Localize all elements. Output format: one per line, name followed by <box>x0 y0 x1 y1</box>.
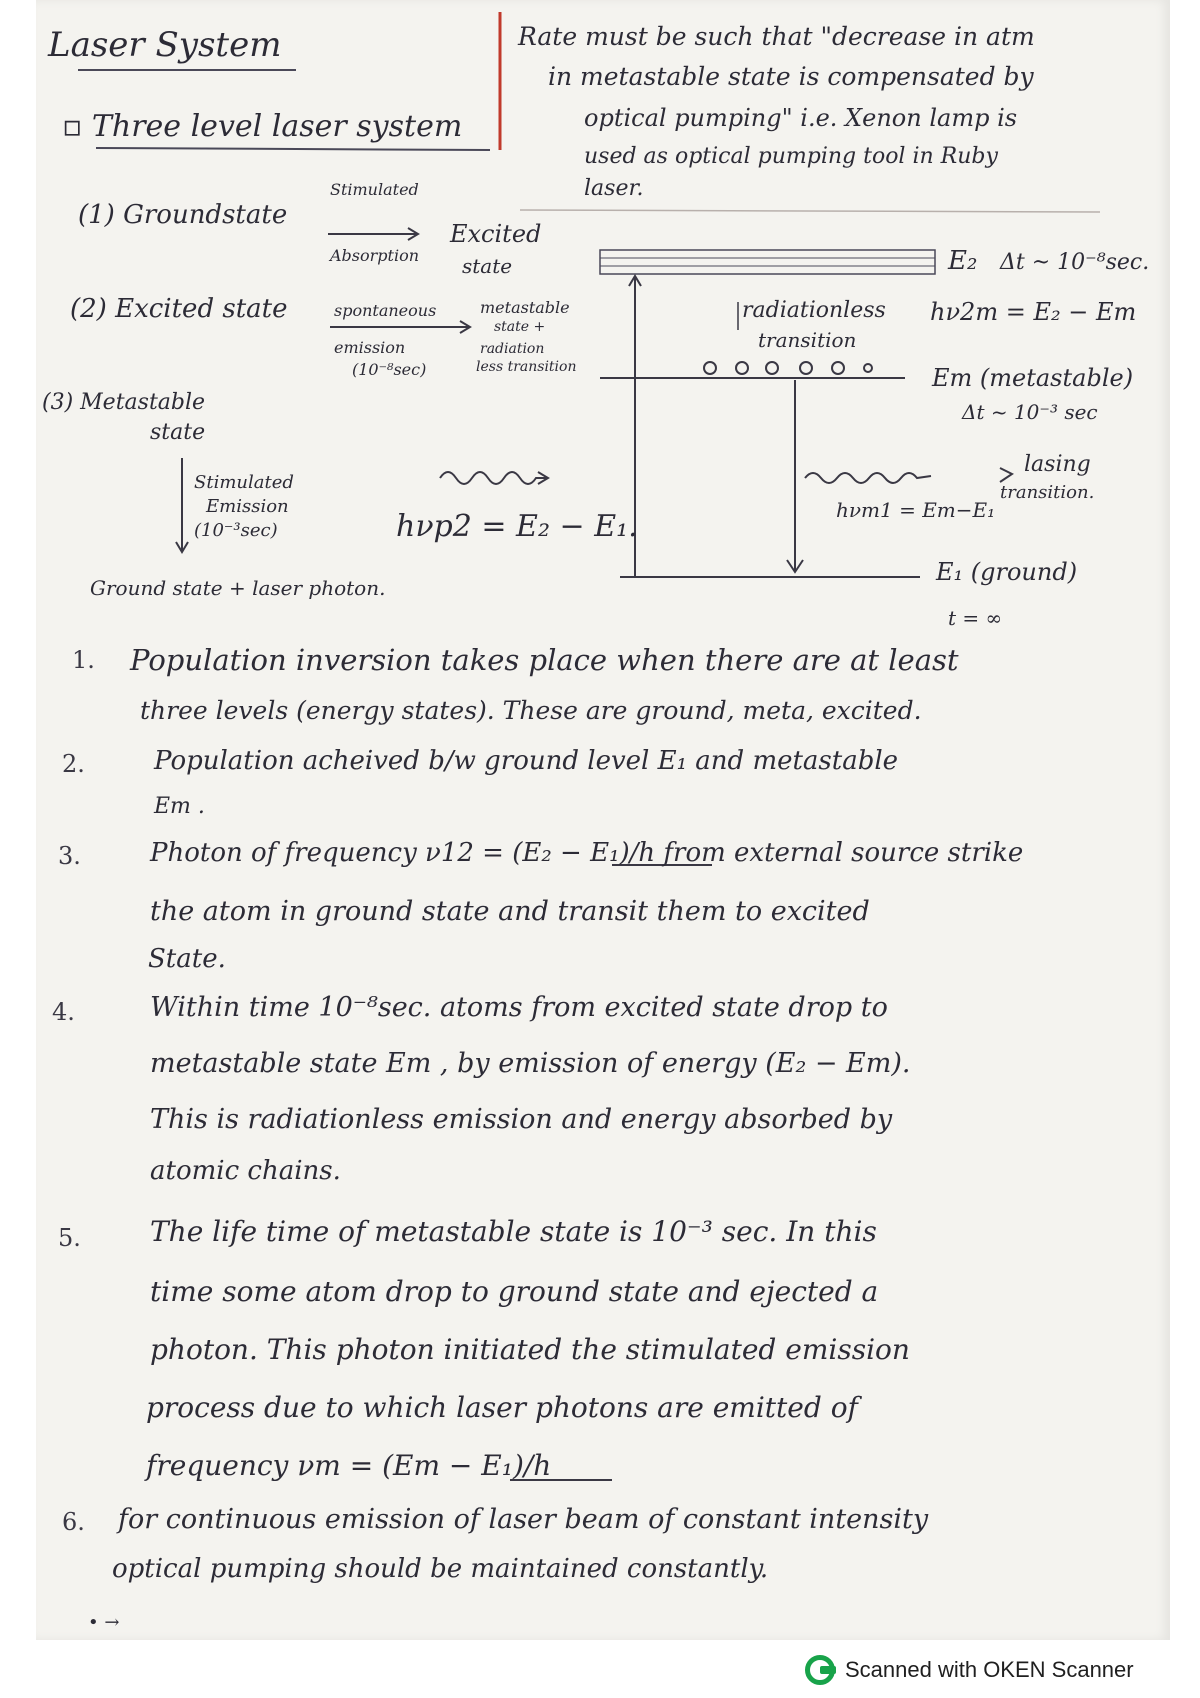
metastable-label: metastable <box>480 298 570 317</box>
note-line: in metastable state is compensated by <box>548 62 1034 91</box>
radiationless-label: radiationless <box>742 298 886 323</box>
note-separator <box>520 210 1100 212</box>
note-line: laser. <box>584 176 644 201</box>
point-line: Within time 10⁻⁸sec. atoms from excited state drop to <box>150 992 888 1023</box>
ground-state-result: Ground state + laser photon. <box>90 576 386 600</box>
stimulated-label: Stimulated <box>330 180 419 199</box>
point-number: 3. <box>58 842 81 870</box>
e1-time: t = ∞ <box>948 606 1003 630</box>
point-line: Population acheived b/w ground level E₁ and metastable <box>154 746 899 776</box>
stimulated-emission-b: Emission <box>206 496 289 517</box>
point-line: process due to which laser photons are emitted of <box>146 1391 858 1424</box>
point-line: The life time of metastable state is 10⁻³ sec. In this <box>150 1215 877 1248</box>
state-label: state <box>462 254 513 278</box>
stimulated-emission-a: Stimulated <box>194 472 294 493</box>
excited-label: Excited <box>450 220 542 248</box>
point-number: 4. <box>52 998 75 1026</box>
point-line: three levels (energy states). These are ground, meta, excited. <box>140 696 922 725</box>
emission-label: emission <box>334 338 406 357</box>
point-line: Photon of frequency ν12 = (E₂ − E₁)/h from external source strike <box>150 838 1024 868</box>
emission-time: (10⁻⁸sec) <box>352 360 427 379</box>
level-2-label: (2) Excited state <box>70 294 288 324</box>
hvm1-equation: hνm1 = Em−E₁ <box>836 498 996 522</box>
subtitle: ▫ Three level laser system <box>62 109 463 144</box>
subtitle-underline <box>96 148 490 150</box>
lasing-transition-label: transition. <box>1000 482 1095 503</box>
lasing-label: lasing <box>1024 452 1091 477</box>
e1-label: E₁ (ground) <box>936 558 1078 586</box>
note-line: optical pumping" i.e. Xenon lamp is <box>584 104 1018 132</box>
less-transition-label: less transition <box>476 359 577 375</box>
note-line: Rate must be such that "decrease in atm <box>518 22 1035 51</box>
oken-logo-icon <box>805 1655 835 1685</box>
e2-lifetime: Δt ~ 10⁻⁸sec. <box>1000 250 1150 275</box>
stimulated-emission-time: (10⁻³sec) <box>194 520 278 541</box>
note-line: used as optical pumping tool in Ruby <box>584 144 998 169</box>
absorption-label: Absorption <box>330 246 420 265</box>
scanner-text: Scanned with OKEN Scanner <box>845 1657 1134 1682</box>
point-line: photon. This photon initiated the stimulated emission <box>150 1333 910 1366</box>
hv2m-equation: hν2m = E₂ − Em <box>930 298 1137 326</box>
page-title: Laser System <box>48 25 282 65</box>
photon-wave-left <box>440 472 546 484</box>
point-line: metastable state Em , by emission of energy (E₂ − Em). <box>150 1048 911 1079</box>
scanner-footer <box>805 1653 1134 1687</box>
checkbox-icon: ▫ <box>62 109 92 144</box>
photon-energy-equation: hνp2 = E₂ − E₁. <box>396 509 638 544</box>
point-number: 2. <box>62 750 85 778</box>
point-line: the atom in ground state and transit them to excited <box>150 896 870 927</box>
level-3-label: (3) Metastable <box>42 390 206 415</box>
state-plus-label: state + <box>494 319 546 335</box>
point-line: State. <box>148 944 226 974</box>
point-number: 1. <box>72 646 95 674</box>
trailing-mark: • → <box>88 1612 120 1633</box>
point-line: optical pumping should be maintained constantly. <box>112 1554 769 1584</box>
point-line: for continuous emission of laser beam of constant intensity <box>118 1504 929 1535</box>
atoms <box>704 362 872 374</box>
point-number: 6. <box>62 1508 85 1536</box>
spontaneous-label: spontaneous <box>334 301 437 320</box>
level-1-label: (1) Groundstate <box>78 200 288 230</box>
em-lifetime: Δt ~ 10⁻³ sec <box>962 400 1098 424</box>
point-line: atomic chains. <box>150 1156 341 1186</box>
transition-label: transition <box>758 328 857 352</box>
point-number: 5. <box>58 1224 81 1252</box>
point-line: Em . <box>154 794 205 819</box>
radiation-label: radiation <box>480 341 545 357</box>
e2-band <box>600 250 935 274</box>
point-line: frequency νm = (Em − E₁)/h <box>146 1449 552 1482</box>
point-line: time some atom drop to ground state and ejected a <box>150 1275 879 1308</box>
point-line: This is radiationless emission and energy absorbed by <box>150 1104 893 1135</box>
level-3-state: state <box>150 420 206 445</box>
em-label: Em (metastable) <box>932 364 1134 392</box>
point-line: Population inversion takes place when there are at least <box>130 643 959 677</box>
photon-wave-right <box>805 473 931 483</box>
e2-label: E₂ <box>948 246 978 276</box>
